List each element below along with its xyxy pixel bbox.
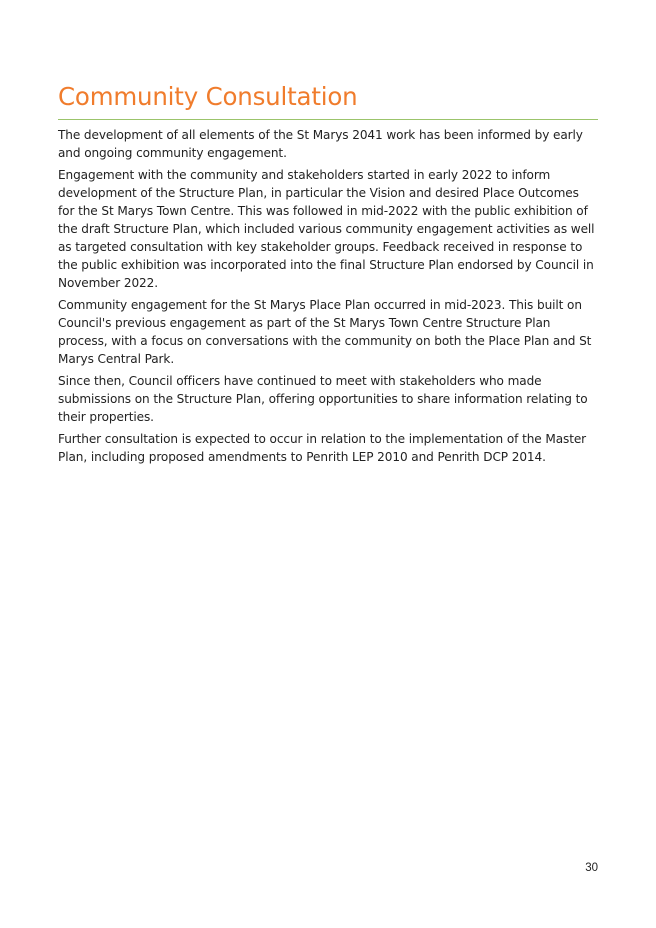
paragraph-further-consultation: Further consultation is expected to occur in relation to the implementation of the Master Plan, including proposed amendments to Penrith LEP 2010 and Penrith DCP 2014. [58,432,587,464]
body-text [58,126,598,470]
paragraph-stakeholders: Since then, Council officers have continued to meet with stakeholders who made submissions on the Structure Plan, offering opportunities to share information relating to their properties. [58,374,588,424]
section-heading: Community Consultation [58,82,358,111]
heading-divider [58,119,598,120]
paragraph-structure-plan: Engagement with the community and stakeholders started in early 2022 to inform development of the Structure Plan, in particular the Vision and desired Place Outcomes for the St Marys Town Centre. This was followed in mid-2022 with the public exhibition of the draft Structure Plan, which included various community engagement activities as well as targeted consultation with key stakeholder groups. Feedback received in response to the public exhibition was incorporated into the final Structure Plan endorsed by Council in November 2022. [58,168,595,290]
paragraph-intro: The development of all elements of the St Marys 2041 work has been informed by early and ongoing community engagement. [58,128,583,160]
page-number: 30 [585,862,598,874]
paragraph-place-plan: Community engagement for the St Marys Place Plan occurred in mid-2023. This built on Council's previous engagement as part of the St Marys Town Centre Structure Plan process, with a focus on conversations with the community on both the Place Plan and St Marys Central Park. [58,298,592,366]
